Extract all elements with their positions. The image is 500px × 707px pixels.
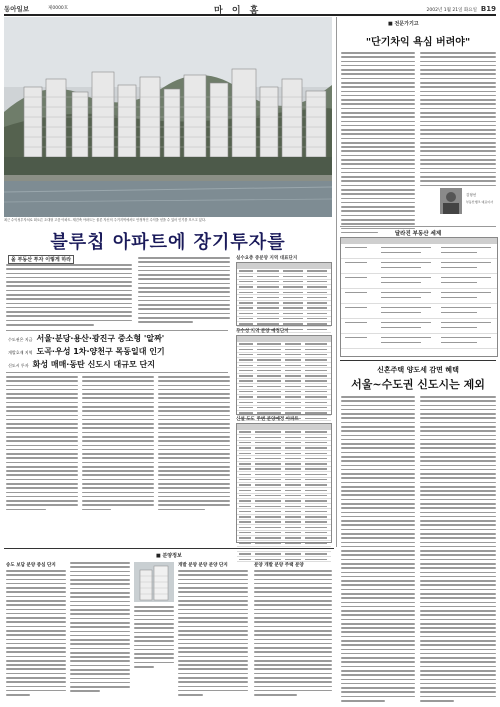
item-title: 분양 개발 분양 주택 분양 [254, 563, 304, 568]
column-tag: ■ 전문가기고 [388, 21, 419, 27]
article-body [254, 570, 332, 698]
issue-number: 제0000호 [48, 6, 69, 11]
divider [6, 330, 228, 331]
masthead [4, 3, 496, 16]
article-body [6, 264, 132, 328]
subhead: 수도권은 지금 서울·분당·용산·광진구 중소형 '알짜' [8, 334, 165, 343]
article-body [82, 376, 154, 513]
building-photo [134, 562, 174, 602]
story-tag: 올 부동산 투자 이렇게 하라 [8, 255, 74, 264]
author-role: 부동산뱅크 대표이사 [466, 200, 494, 204]
article-body [6, 376, 78, 513]
article-body [70, 562, 130, 695]
article-body [178, 570, 248, 698]
story-kicker: 신혼주택 양도세 감면 혜택 [377, 366, 459, 374]
page-number: B19 [480, 5, 496, 13]
lead-headline: 블루칩 아파트에 장기투자를 [50, 232, 286, 253]
bullet-icon: ■ [388, 21, 395, 27]
apartment-skyline-image [4, 17, 332, 217]
article-body [420, 396, 496, 704]
author-name: 김형선 [466, 193, 477, 197]
column-divider [336, 17, 337, 547]
article-body [138, 257, 230, 326]
table-title: 달라진 부동산 세제 [394, 231, 442, 237]
column-title: "단기차익 욕심 버려야" [365, 37, 471, 48]
item-title: 송도 보담 분양 중심 단지 [6, 563, 56, 568]
section-label: ■ 분양정보 [156, 553, 182, 559]
section-title: 마 이 홈 [214, 6, 262, 16]
subhead: 신도시 투자 화성 매매·동탄 신도시 대규모 단지 [8, 360, 155, 369]
divider [340, 360, 496, 361]
divider [6, 372, 228, 373]
data-table [236, 335, 332, 415]
table-title: 투수성 지역 분양 예정단지 [236, 329, 289, 334]
lead-photo [4, 17, 332, 217]
table-title: 신설 도도 주변 분양예정 아파트 [236, 417, 299, 422]
story-headline: 서울~수도권 신도시는 제외 [351, 378, 485, 391]
data-table [236, 423, 332, 543]
divider [340, 226, 496, 227]
divider [4, 548, 334, 549]
column-body [341, 52, 415, 236]
tax-table [340, 237, 498, 357]
article-body [6, 570, 66, 698]
table-title: 실수요층 중분양 지역 대표단지 [236, 256, 298, 261]
publication-date: 2002년 1월 21일 화요일 B19 [426, 5, 496, 13]
bullet-icon: ■ [156, 553, 163, 559]
item-title: 개발 분양 분양 분양 단지 [178, 563, 228, 568]
author-photo [440, 188, 462, 214]
subhead: 개발호재 지역 도곡·우성 1차·양천구 목동일대 인기 [8, 347, 165, 356]
photo-caption: 최근 수익성투자처로 떠오른 초대형 고층 아파트. 재건축 아파트는 물론 자신의 주거지역에서도 안정적인 수익을 얻을 수 있어 인기를 모으고 있다. [4, 218, 206, 222]
data-table [236, 262, 332, 326]
article-body [134, 606, 174, 670]
article-body [158, 376, 230, 513]
article-body [341, 396, 415, 704]
column-body [420, 52, 496, 189]
newspaper-logo: 동아일보 [4, 5, 30, 13]
